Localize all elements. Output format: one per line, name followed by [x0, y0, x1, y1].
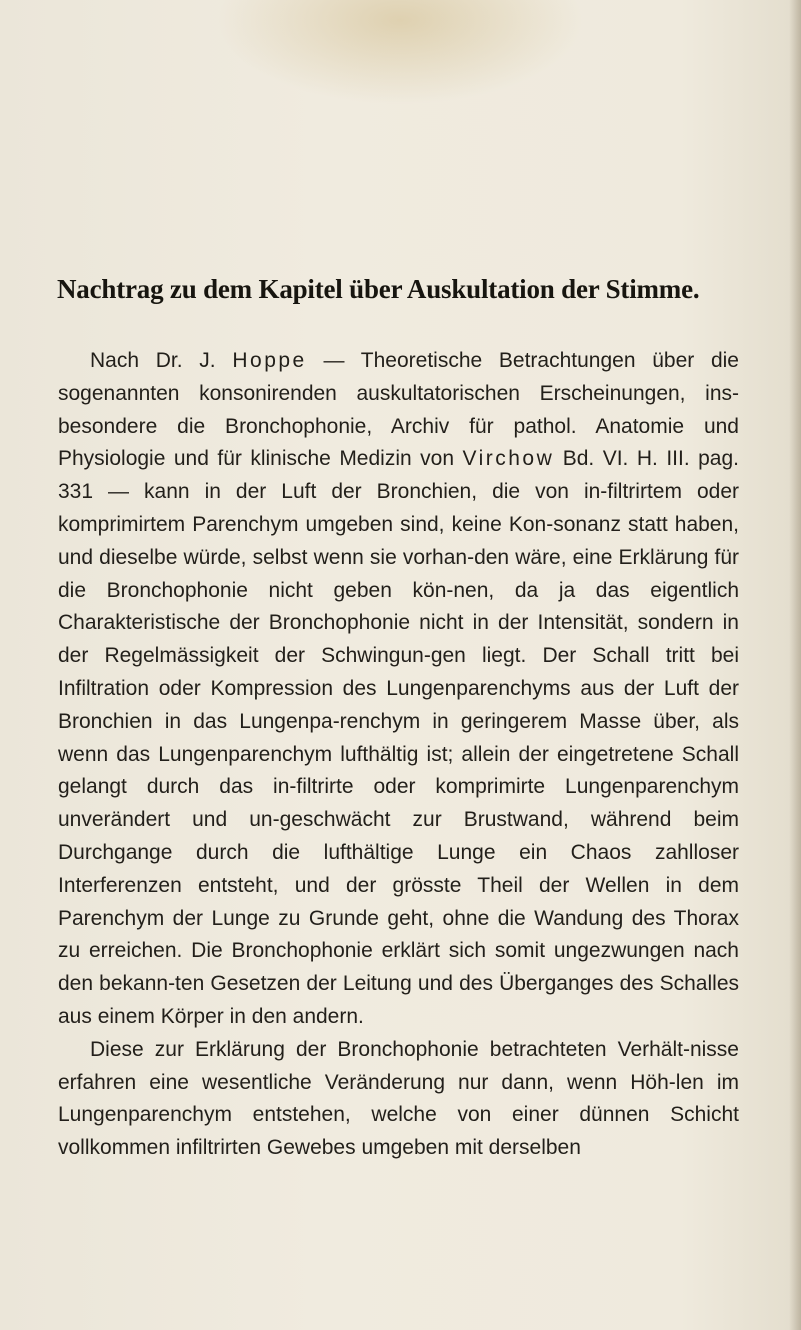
paragraph-1-start: Nach Dr. J.: [90, 349, 233, 372]
chapter-heading: Nachtrag zu dem Kapitel über Auskultation der Stimme.: [57, 274, 700, 304]
paragraph-1-middle: — Theoretische Betrachtungen über die sogenannten konsonirenden auskultatorischen Erscheinungen, ins-besondere die Bronchophonie, Archiv für pathol. Anatomie und Physiologie und für klinische Medizin von: [58, 349, 739, 471]
editor-name: Virchow: [462, 447, 555, 471]
paragraph-1: [58, 345, 739, 1034]
page-edge-shadow: [789, 0, 801, 1330]
author-name: Hoppe: [232, 349, 307, 372]
body-text: [58, 345, 739, 1165]
paragraph-2: Diese zur Erklärung der Bronchophonie betrachteten Verhält-nisse erfahren eine wesentliche Veränderung nur dann, wenn Höh-len im Lungenparenchym entstehen, welche von einer dünnen Schicht vollkommen infiltrirten Gewebes umgeben mit derselben: [58, 1037, 739, 1160]
paragraph-1-end: Bd. VI. H. III. pag. 331 — kann in der Luft der Bronchien, die von in-filtrirtem oder komprimirtem Parenchym umgeben sind, keine Kon-sonanz statt haben, und dieselbe würde, selbst wenn sie vorhan-den wäre, eine Erklärung für die Bronchophonie nicht geben kön-nen, da ja das eigentlich Charakteristische der Bronchophonie nicht in der Intensität, sondern in der Regelmässigkeit der Schwingun-gen liegt. Der Schall tritt bei Infiltration oder Kompression des Lungenparenchyms aus der Luft der Bronchien in das Lungenpa-renchym in geringerem Masse über, als wenn das Lungenparenchym lufthältig ist; allein der eingetretene Schall gelangt durch das in-filtrirte oder komprimirte Lungenparenchym unverändert und un-geschwächt zur Brustwand, während beim Durchgange durch die lufthältige Lunge ein Chaos zahlloser Interferenzen entsteht, und der grösste Theil der Wellen in dem Parenchym der Lunge zu Grunde geht, ohne die Wandung des Thorax zu erreichen. Die Bronchophonie erklärt sich somit ungezwungen nach den bekann-ten Gesetzen der Leitung und des Überganges des Schalles aus einem Körper in den andern.: [58, 447, 739, 1028]
